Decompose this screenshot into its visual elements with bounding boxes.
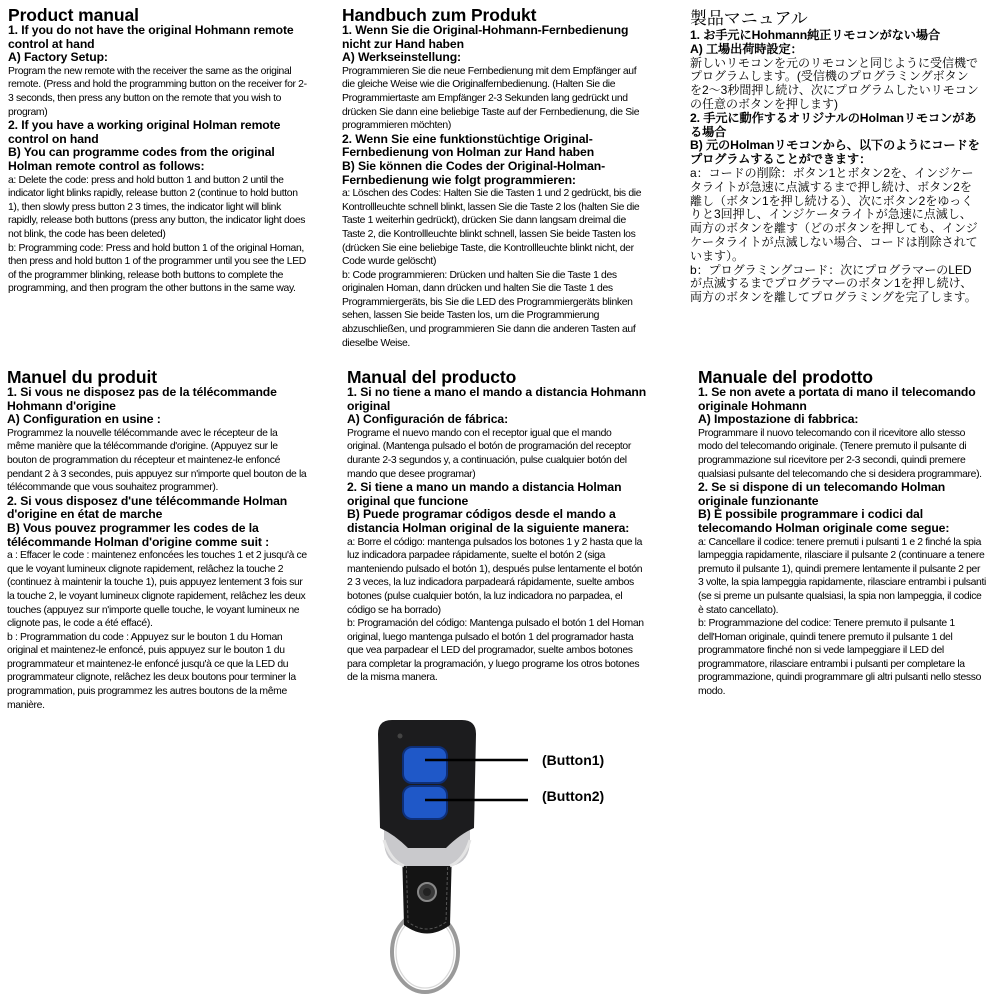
section-paragraph: Programmare il nuovo telecomando con il ricevitore allo stesso modo del telecomando originale. (Tenere premuto il pulsante di programmazione sul ricevitore per 2-3 secondi, quindi premere qualsiasi pulsante del telecomando che si desidera programmare). (698, 427, 982, 480)
section-heading: B) You can programme codes from the original Holman remote control as follows: (8, 145, 275, 173)
section-paragraph: b: Programmazione del codice: Tenere premuto il pulsante 1 dell'Homan originale, quindi tenere premuto il pulsante 1 del programmatore finché non si vede lampeggiare il LED del programmatore, rilasciare entrambi i pulsanti per completare la programmazione, quindi programmare gli altri pulsanti nello stesso modo. (698, 618, 981, 698)
section-paragraph: a：コードの削除：ボタン1とボタン2を、インジケータライトが急速に点滅するまで押し続け、ボタン2を離し（ボタン1を押し続ける）、次にボタン2をゆっくりと3回押し、インジケータライトが急速に点滅し、両方のボタンを離す（どのボタンを押しても、インジケータライトが点滅しない場合、コードは削除されています）。 (690, 165, 978, 263)
section-heading: B) Puede programar códigos desde el mando a distancia Holman original de la siguiente manera: (347, 507, 630, 535)
section-paragraph: a: Delete the code: press and hold button 1 and button 2 until the indicator light blinks rapidly, release button 2 (continue to hold button 1), then slowly press button 2 3 times, the indicator light will blink rapidly, release both buttons (press any button, the indicator light does not blink, the code has been deleted) (8, 174, 306, 240)
section-heading: 2. Si tiene a mano un mando a distancia Holman original que funcione (347, 480, 622, 508)
section-title: Manuale del prodotto (698, 369, 873, 387)
section-heading: B) Sie können die Codes der Original-Holman-Fernbedienung wie folgt programmieren: (342, 158, 606, 187)
section-paragraph: b : Programmation du code : Appuyez sur le bouton 1 du Homan original et maintenez-le enfoncé, puis appuyez sur le bouton 1 du programmateur et maintenez-le enfoncé jusqu'à ce que la LED du programmateur clignote, relâchez les deux boutons pour terminer la programmation, puis programmez les autres boutons de la même manière. (7, 631, 296, 711)
section-heading: 1. Si no tiene a mano el mando a distancia Hohmann original (347, 385, 647, 413)
section-english (8, 7, 308, 296)
section-paragraph: a : Effacer le code : maintenez enfoncées les touches 1 et 2 jusqu'à ce que le voyant lumineux clignote rapidement, relâchez la touche 2 (continuez à maintenir la touche 1), puis appuyez lentement 3 fois sur la touche 2, le voyant lumineux clignote rapidement, relâchez les deux touches (appuyez sur n'importe quelle touche, le voyant lumineux ne clignote pas, le code a été effacé). (7, 550, 307, 630)
section-title: Handbuch zum Produkt (342, 7, 537, 25)
section-italian (698, 369, 988, 699)
section-body (698, 386, 988, 699)
section-paragraph: b: Programming code: Press and hold button 1 of the original Homan, then press and hold button 1 of the programmer until you see the LED of the programmer blinking, release both buttons to complete the programming, and then program the other buttons in the same way. (8, 242, 306, 295)
section-body (8, 24, 308, 296)
section-paragraph: 新しいリモコンを元のリモコンと同じように受信機でプログラムします。(受信機のプログラミングボタンを2～3秒間押し続け、次にプログラムしたいリモコンの任意のボタンを押します) (690, 55, 979, 111)
button-1 (403, 747, 447, 783)
section-heading: 1. Si vous ne disposez pas de la télécommande Hohmann d'origine (7, 385, 277, 413)
section-heading: A) Impostazione di fabbrica: (698, 412, 859, 427)
section-heading: 2. 手元に動作するオリジナルのHolmanリモコンがある場合 (690, 110, 977, 139)
section-title: Manual del producto (347, 369, 517, 387)
section-paragraph: a: Cancellare il codice: tenere premuti i pulsanti 1 e 2 finché la spia lampeggia rapidamente, rilasciare il pulsante 2 (continuare a tenere premuto il pulsante 1), quindi premere lentamente il pulsante 2 per 3 volte, la spia lampeggia rapidamente, rilasciare entrambi i pulsanti (se si preme un pulsante qualsiasi, la spia non lampeggia, il codice è stato cancellato). (698, 536, 986, 616)
section-german (342, 7, 642, 350)
section-heading: B) Vous pouvez programmer les codes de la télécommande Holman d'origine comme suit : (7, 520, 270, 549)
remote-control-figure (340, 720, 640, 1000)
button2-label: (Button2) (542, 788, 605, 804)
section-paragraph: b: Programación del código: Mantenga pulsado el botón 1 del Homan original, luego mantenga pulsado el botón 1 del programador hasta que vea parpadear el LED del programador, suelte ambos botones para completar la programación, y luego programe los otros botones de la misma manera. (347, 618, 644, 684)
section-spanish (347, 369, 647, 685)
section-heading: 1. Se non avete a portata di mano il telecomando originale Hohmann (698, 385, 976, 413)
section-body (347, 386, 647, 685)
section-heading: 1. If you do not have the original Hohmann remote control at hand (8, 23, 294, 51)
section-japanese (690, 9, 980, 305)
section-title: 製品マニュアル (690, 9, 808, 28)
section-paragraph: Program the new remote with the receiver the same as the original remote. (Press and hold the programming button on the receiver for 2-3 seconds, then press any button on the remote that you wish to program) (8, 65, 307, 118)
section-heading: B) 元のHolmanリモコンから、以下のようにコードをプログラムすることができます： (690, 138, 980, 167)
section-heading: A) Configuración de fábrica: (347, 412, 509, 427)
section-heading: 2. Si vous disposez d'une télécommande Holman d'origine en état de marche (7, 493, 288, 522)
section-paragraph: b: Code programmieren: Drücken und halten Sie die Taste 1 des originalen Homan, dann drücken und halten Sie die Taste 1 des Programmiergeräts, bis Sie die LED des Programmiergeräts blinken sehen, lassen Sie beide Tasten los, um die Programmierung abzuschließen, und programmieren Sie dann die anderen Tasten auf dieselbe Weise. (342, 269, 636, 349)
section-heading: 1. お手元にHohmann純正リモコンがない場合 (690, 28, 941, 42)
section-paragraph: Programe el nuevo mando con el receptor igual que el mando original. (Mantenga pulsado el botón de programación del receptor durante 2-3 segundos y, a continuación, pulse cualquier botón del mando que desee programar) (347, 427, 631, 480)
section-heading: A) Werkseinstellung: (342, 50, 461, 65)
section-heading: A) 工場出荷時設定： (690, 41, 803, 56)
section-body (690, 29, 980, 305)
section-paragraph: Programmieren Sie die neue Fernbedienung mit dem Empfänger auf die gleiche Weise wie die Originalfernbedienung. (Halten Sie die Programmiertaste am Empfänger 2-3 Sekunden lang gedrückt und drücken Sie dann eine beliebige Taste auf der Fernbedienung, die Sie programmieren möchten) (342, 65, 640, 132)
section-body (342, 24, 642, 350)
section-heading: A) Configuration en usine : (7, 412, 161, 427)
section-paragraph: a: Borre el código: mantenga pulsados los botones 1 y 2 hasta que la luz indicadora parpadee rápidamente, suelte el botón 2 (siga manteniendo pulsado el botón 1), después pulse lentamente el botón 2 3 veces, la luz indicadora parpadeará rápidamente, suelte ambos botones (pulse cualquier botón, la luz indicadora no parpadea, el código se ha borrado) (347, 536, 643, 616)
section-heading: A) Factory Setup: (8, 50, 108, 65)
section-heading: 2. Wenn Sie eine funktionstüchtige Original-Fernbedienung von Holman zur Hand haben (342, 131, 595, 160)
section-french (7, 369, 307, 712)
button1-label: (Button1) (542, 752, 605, 768)
section-paragraph: Programmez la nouvelle télécommande avec le récepteur de la même manière que la télécommande d'origine. (Appuyez sur le bouton de programmation du récepteur et maintenez-le enfoncé pendant 2 à 3 secondes, puis appuyez sur n'importe quel bouton de la télécommande que vous souhaitez programmer). (7, 427, 307, 494)
section-title: Manuel du produit (7, 369, 157, 387)
section-heading: 2. Se si dispone di un telecomando Holman originale funzionante (698, 480, 946, 508)
button-2 (403, 786, 447, 819)
section-title: Product manual (8, 7, 139, 25)
section-heading: B) È possibile programmare i codici dal telecomando Holman originale come segue: (698, 507, 950, 535)
section-heading: 2. If you have a working original Holman remote control on hand (8, 118, 281, 146)
section-heading: 1. Wenn Sie die Original-Hohmann-Fernbedienung nicht zur Hand haben (342, 23, 629, 51)
led-indicator (398, 734, 403, 739)
section-paragraph: a: Löschen des Codes: Halten Sie die Tasten 1 und 2 gedrückt, bis die Kontrollleuchte schnell blinkt, lassen Sie die Taste 2 los (halten Sie die Taste 1 weiterhin gedrückt), drücken Sie dann langsam dreimal die Taste 2, die Kontrollleuchte blinkt schnell, lassen Sie beide Tasten los (drücken Sie eine beliebige Taste, die Kontrollleuchte blinkt nicht, der Code wurde gelöscht) (342, 188, 642, 268)
section-body (7, 386, 307, 712)
section-paragraph: b：プログラミングコード：次にプログラマーのLEDが点滅するまでプログラマーのボタン1を押し続け、両方のボタンを離してプログラミングを完了します。 (690, 262, 977, 305)
